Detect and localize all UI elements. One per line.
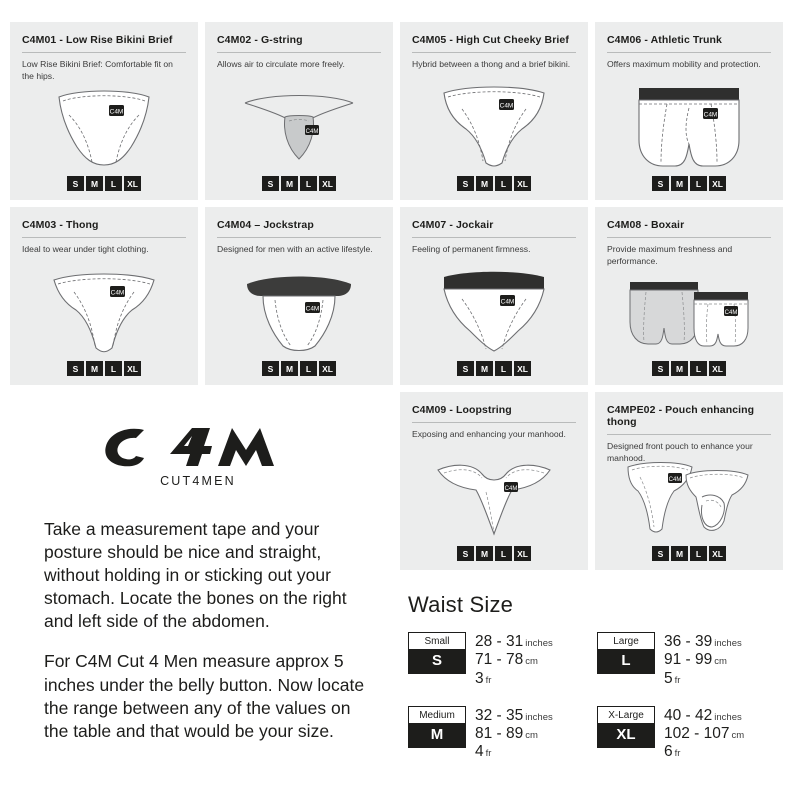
product-description: Offers maximum mobility and protection.	[607, 59, 761, 69]
svg-text:C4M: C4M	[500, 298, 515, 306]
unit-inches: inches	[525, 711, 553, 723]
size-chip: XL	[514, 361, 531, 376]
size-chip: L	[105, 361, 122, 376]
size-chip: XL	[514, 546, 531, 561]
product-description: Hybrid between a thong and a brief bikini.	[412, 59, 571, 69]
measure-inches: 32 - 35	[475, 706, 524, 724]
size-chip: M	[671, 361, 688, 376]
c4m-logo-icon	[100, 424, 296, 470]
waist-size-row	[408, 706, 583, 762]
size-list	[652, 361, 726, 376]
product-card[interactable]	[400, 207, 588, 385]
size-list	[457, 176, 531, 191]
size-measures	[664, 632, 742, 688]
measure-inches: 40 - 42	[664, 706, 713, 724]
waist-size-row	[408, 632, 583, 688]
product-title: C4M08 - Boxair	[607, 219, 771, 238]
size-measures	[664, 706, 744, 762]
product-title: C4MPE02 - Pouch enhancing thong	[607, 404, 771, 435]
product-description: Allows air to circulate more freely.	[217, 59, 345, 69]
size-chip: M	[671, 176, 688, 191]
product-card[interactable]	[205, 22, 393, 200]
size-abbr: S	[409, 649, 465, 673]
size-list	[652, 176, 726, 191]
measure-inches: 36 - 39	[664, 633, 713, 650]
size-chip: L	[690, 361, 707, 376]
size-chip: S	[457, 361, 474, 376]
product-title: C4M01 - Low Rise Bikini Brief	[22, 34, 186, 53]
thong-illustration	[10, 263, 198, 363]
high-cut-cheeky-brief-illustration	[400, 78, 588, 178]
size-chip: S	[67, 176, 84, 191]
size-chip: M	[476, 546, 493, 561]
unit-fr: fr	[674, 748, 681, 760]
size-label: Large	[613, 636, 639, 647]
unit-fr: fr	[485, 748, 492, 760]
unit-fr: fr	[485, 674, 492, 686]
product-card[interactable]	[205, 207, 393, 385]
product-title: C4M02 - G-string	[217, 34, 381, 53]
unit-cm: cm	[525, 730, 538, 742]
bikini-brief-illustration	[10, 78, 198, 178]
unit-inches: inches	[714, 638, 742, 649]
size-chip: L	[300, 361, 317, 376]
product-title: C4M03 - Thong	[22, 219, 186, 238]
size-chip: XL	[709, 361, 726, 376]
measure-cm: 91 - 99	[664, 651, 713, 669]
size-chip: M	[86, 176, 103, 191]
size-list	[652, 546, 726, 561]
size-chip: S	[457, 176, 474, 191]
size-list	[67, 176, 141, 191]
product-title: C4M04 – Jockstrap	[217, 219, 381, 238]
svg-text:C4M: C4M	[499, 102, 514, 110]
size-chip: S	[457, 546, 474, 561]
size-chip: S	[652, 176, 669, 191]
athletic-trunk-illustration	[595, 78, 783, 178]
size-chip-medium	[408, 706, 466, 748]
unit-inches: inches	[714, 711, 742, 723]
size-chip: L	[690, 176, 707, 191]
size-chip: L	[105, 176, 122, 191]
pouch-enhancing-thong-illustration	[595, 448, 783, 548]
product-card[interactable]	[400, 392, 588, 570]
size-chip: L	[300, 176, 317, 191]
size-measures	[475, 632, 553, 688]
product-description: Exposing and enhancing your manhood.	[412, 429, 566, 439]
size-chip: L	[690, 546, 707, 561]
product-description: Low Rise Bikini Brief: Comfortable fit on the hips.	[22, 59, 173, 81]
measure-fr: 3	[475, 669, 484, 687]
size-list	[457, 546, 531, 561]
size-label: Medium	[419, 709, 455, 721]
svg-text:C4M: C4M	[305, 128, 319, 135]
size-abbr: M	[409, 723, 465, 747]
size-chip: M	[476, 176, 493, 191]
measure-inches: 28 - 31	[475, 633, 524, 650]
size-chip: L	[495, 176, 512, 191]
size-chip: M	[281, 361, 298, 376]
size-chip-xlarge	[597, 706, 655, 748]
size-chip: XL	[124, 176, 141, 191]
size-chip: S	[652, 361, 669, 376]
size-chip: S	[652, 546, 669, 561]
size-abbr: L	[598, 649, 654, 673]
svg-text:C4M: C4M	[305, 305, 320, 313]
size-chip: XL	[124, 361, 141, 376]
product-description: Designed front pouch to enhance your manhood.	[607, 441, 753, 463]
measure-fr: 6	[664, 743, 673, 761]
brand-tagline: CUT4MEN	[160, 474, 236, 488]
size-list	[262, 176, 336, 191]
unit-cm: cm	[714, 656, 727, 668]
product-card[interactable]	[595, 392, 783, 570]
svg-text:C4M: C4M	[504, 485, 518, 492]
size-label: Small	[424, 636, 450, 647]
size-chip-large	[597, 632, 655, 674]
product-card[interactable]	[400, 22, 588, 200]
size-chip: XL	[319, 176, 336, 191]
size-chip: M	[281, 176, 298, 191]
unit-cm: cm	[731, 730, 745, 742]
instruction-paragraph-1: Take a measurement tape and your posture should be nice and straight, without holding in or sticking out your stomach. Locate the bones on the right and left side of the abdomen.	[44, 519, 347, 632]
measure-cm: 81 - 89	[475, 725, 524, 743]
size-chip: S	[262, 176, 279, 191]
loopstring-illustration	[400, 448, 588, 548]
size-abbr: XL	[598, 723, 654, 747]
size-label: X-Large	[608, 709, 644, 721]
size-chip: XL	[319, 361, 336, 376]
size-chip: L	[495, 361, 512, 376]
svg-text:C4M: C4M	[110, 289, 125, 297]
product-card[interactable]	[595, 22, 783, 200]
size-chip: M	[671, 546, 688, 561]
product-card[interactable]	[10, 22, 198, 200]
size-chip-small	[408, 632, 466, 674]
size-chip: L	[495, 546, 512, 561]
unit-cm: cm	[525, 656, 538, 668]
product-description: Feeling of permanent firmness.	[412, 244, 531, 254]
waist-size-table	[408, 592, 778, 762]
product-description: Ideal to wear under tight clothing.	[22, 244, 149, 254]
boxair-illustration	[595, 263, 783, 363]
size-chip: XL	[709, 176, 726, 191]
size-list	[457, 361, 531, 376]
size-chip: S	[262, 361, 279, 376]
svg-text:C4M: C4M	[668, 476, 682, 483]
waist-size-row	[597, 706, 772, 762]
product-description: Provide maximum freshness and performance.	[607, 244, 733, 266]
measure-cm: 102 - 107	[664, 725, 730, 743]
size-list	[67, 361, 141, 376]
g-string-illustration	[205, 78, 393, 178]
size-chip: XL	[514, 176, 531, 191]
svg-text:C4M: C4M	[109, 108, 124, 116]
product-title: C4M06 - Athletic Trunk	[607, 34, 771, 53]
measure-cm: 71 - 78	[475, 651, 524, 669]
size-chip: M	[86, 361, 103, 376]
product-title: C4M07 - Jockair	[412, 219, 576, 238]
measure-fr: 4	[475, 743, 484, 761]
product-card[interactable]	[10, 207, 198, 385]
product-title: C4M05 - High Cut Cheeky Brief	[412, 34, 576, 53]
brand-logo-block	[78, 424, 318, 488]
waist-size-title: Waist Size	[408, 592, 514, 617]
size-chip: M	[476, 361, 493, 376]
size-list	[262, 361, 336, 376]
size-chip: XL	[709, 546, 726, 561]
jockair-illustration	[400, 263, 588, 363]
product-card[interactable]	[595, 207, 783, 385]
svg-text:C4M: C4M	[703, 111, 718, 119]
measure-fr: 5	[664, 669, 673, 687]
product-description: Designed for men with an active lifestyle.	[217, 244, 373, 254]
size-measures	[475, 706, 553, 762]
product-title: C4M09 - Loopstring	[412, 404, 576, 423]
unit-inches: inches	[525, 638, 553, 649]
waist-size-row	[597, 632, 772, 688]
measurement-instructions	[44, 518, 374, 743]
size-chip: S	[67, 361, 84, 376]
svg-text:C4M: C4M	[724, 309, 738, 316]
instruction-paragraph-2: For C4M Cut 4 Men measure approx 5 inches under the belly button. Now locate the range between any of the values on the table and that would be your size.	[44, 651, 365, 741]
unit-fr: fr	[674, 674, 681, 686]
jockstrap-illustration	[205, 263, 393, 363]
